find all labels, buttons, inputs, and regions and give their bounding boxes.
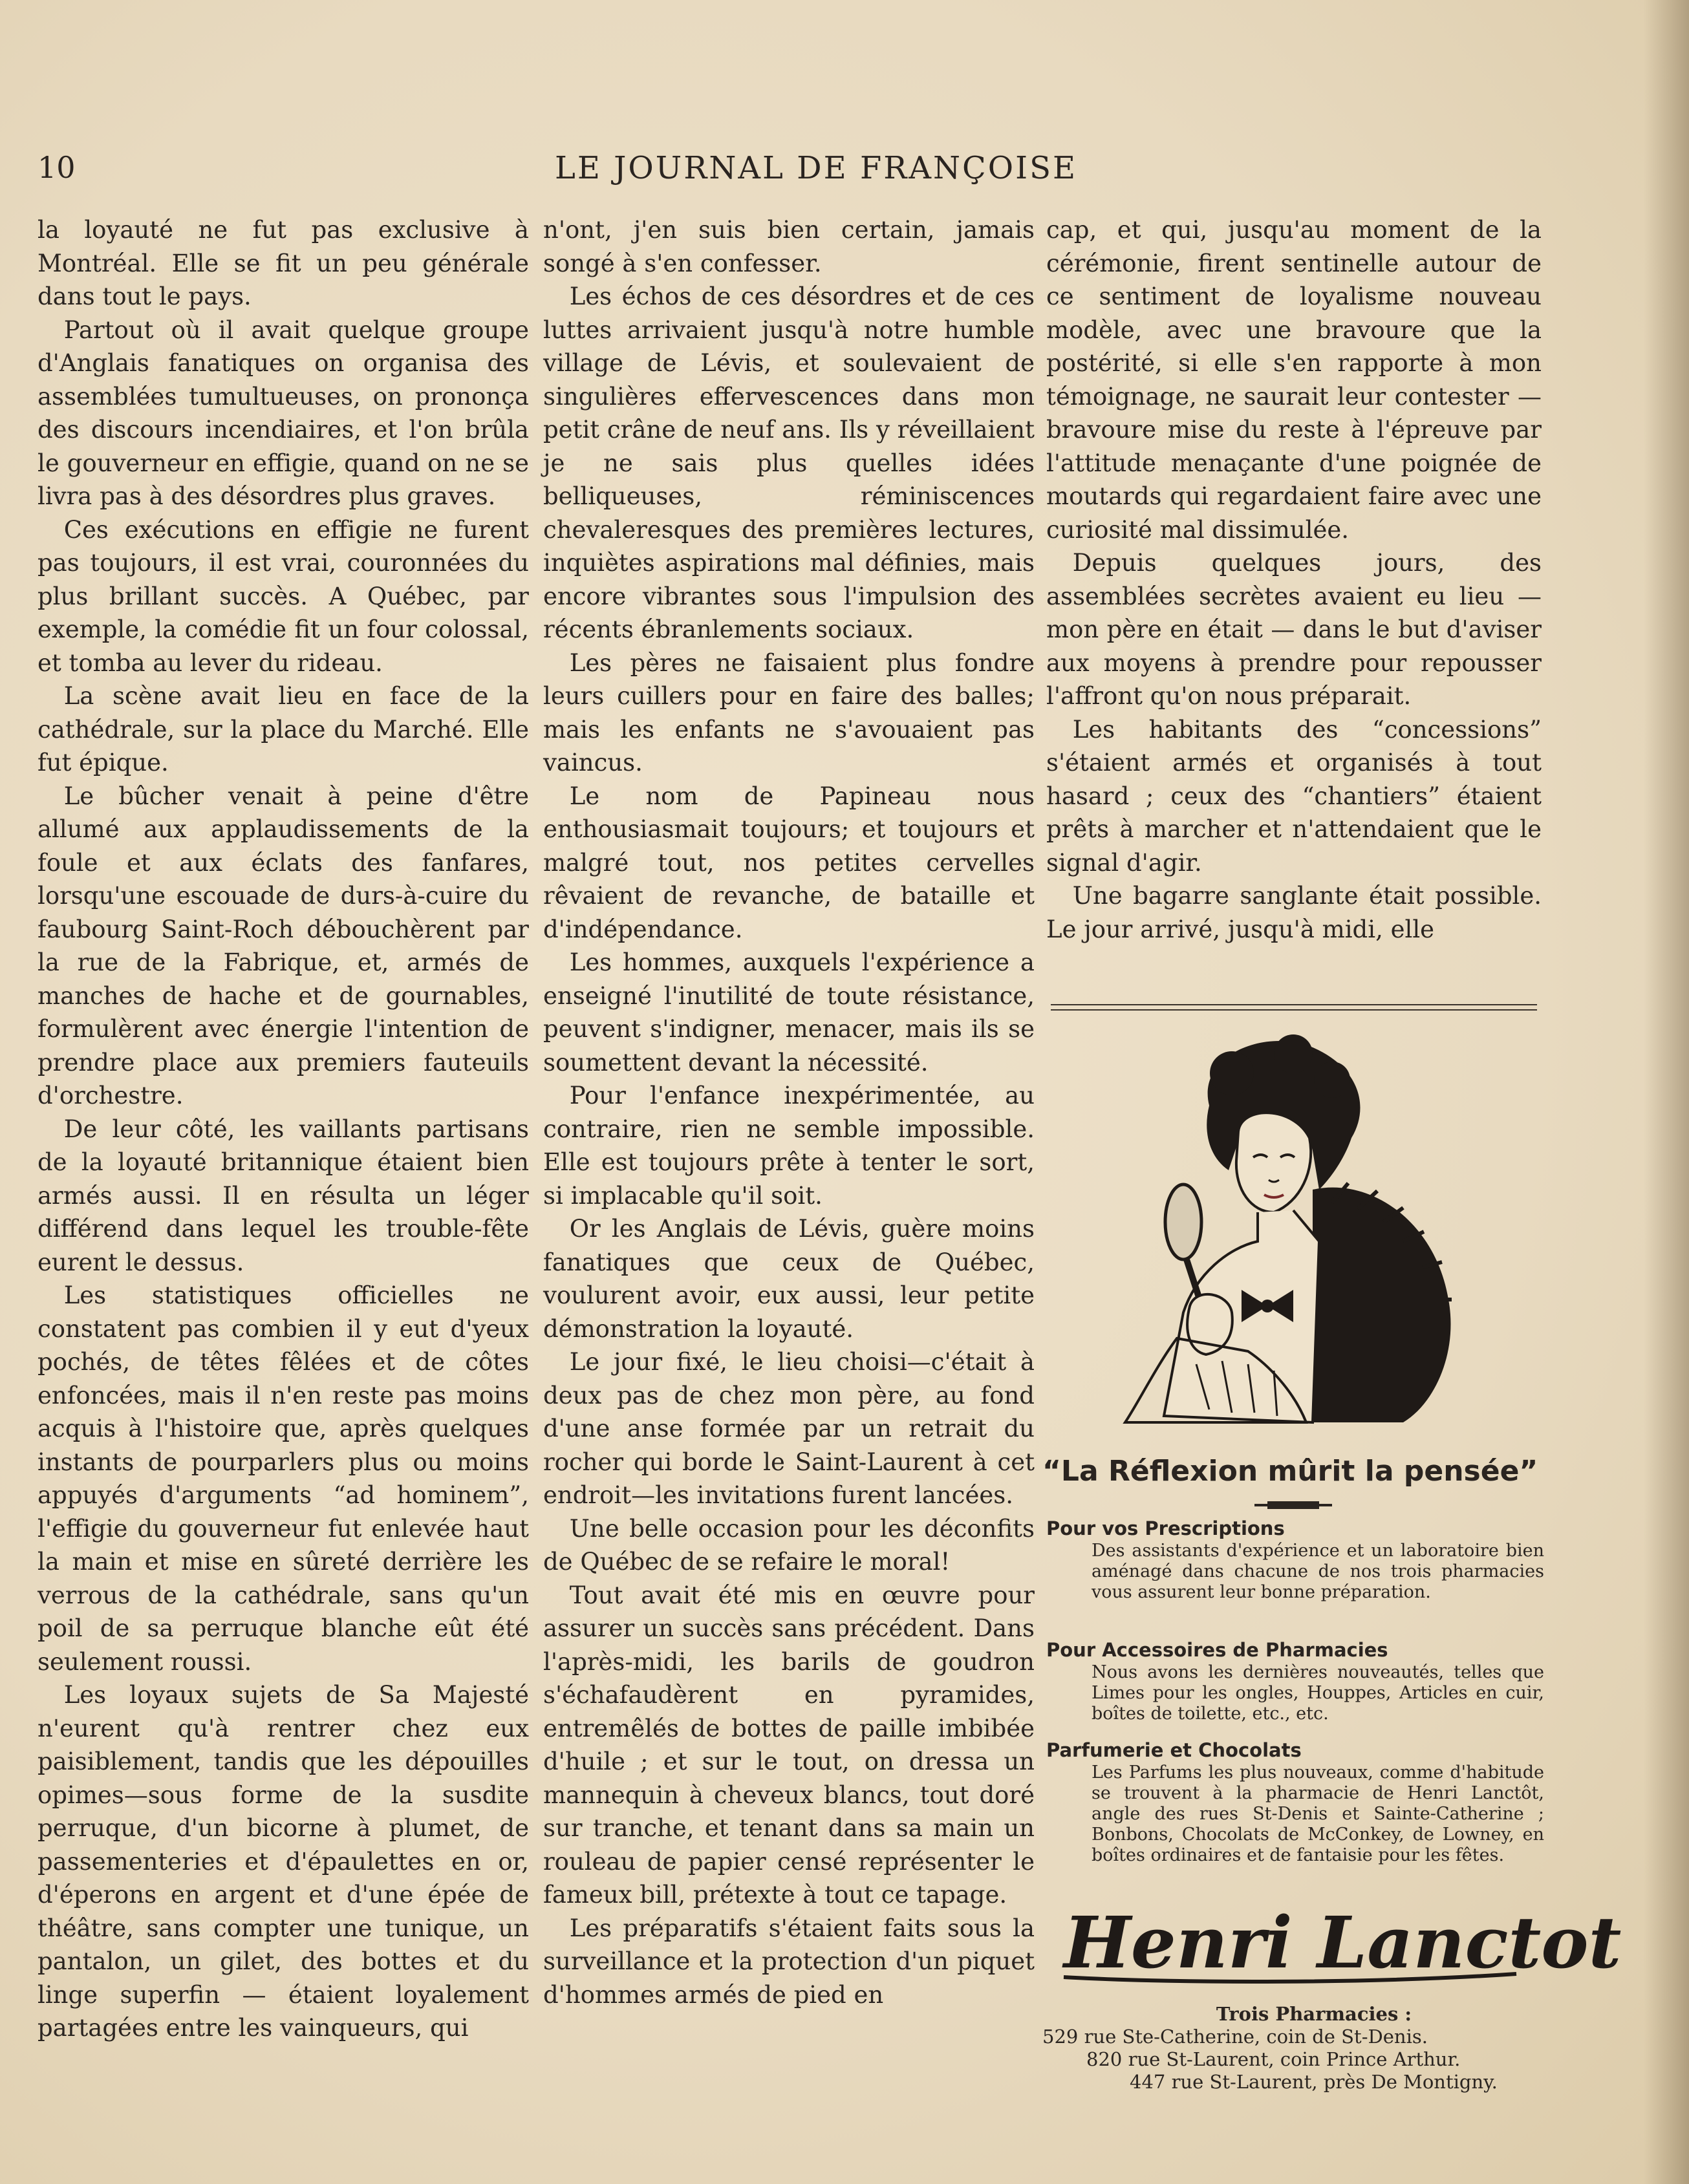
paragraph: Le bûcher venait à peine d'être allumé aux applaudissements de la foule et aux éclats des fanfares, lorsqu'une escouade de durs-à-cuire du faubourg Saint-Roch débouchèrent par la rue de la Fabrique, et, armés de manches de hache et de gournables, formulèrent avec énergie l'intention de prendre place aux premiers fauteuils d'orchestre.	[38, 782, 529, 1109]
paragraph: La scène avait lieu en face de la cathédrale, sur la place du Marché. Elle fut épique.	[38, 682, 529, 776]
paragraph: Une bagarre sanglante était possible. Le jour arrivé, jusqu'à midi, elle	[1046, 882, 1542, 943]
text-column-1	[38, 213, 529, 2045]
ad-section-prescriptions	[1046, 1516, 1544, 1603]
ad-section-perfumes	[1046, 1738, 1544, 1866]
page-header	[38, 150, 1538, 189]
pharmacy-addresses	[1042, 2003, 1547, 2093]
paragraph: Or les Anglais de Lévis, guère moins fanatiques que ceux de Québec, voulurent avoir, eux aussi, leur petite démonstration la loyauté.	[543, 1215, 1035, 1343]
paragraph: n'ont, j'en suis bien certain, jamais songé à s'en confesser.	[543, 216, 1035, 277]
paragraph: Tout avait été mis en œuvre pour assurer un succès sans précédent. Dans l'après-midi, les barils de goudron s'échafaudèrent en pyramides, entremêlés de bottes de paille imbibée d'huile ; et sur le tout, on dressa un mannequin à cheveux blancs, tout doré sur tranche, et tenant dans sa main un rouleau de papier censé représenter le fameux bill, prétexte à tout ce tapage.	[543, 1581, 1035, 1909]
paragraph: Partout où il avait quelque groupe d'Anglais fanatiques on organisa des assemblées tumultueuses, on prononça des discours incendiaires, et l'on brûla le gouverneur en effigie, quand on ne se livra pas à des désordres plus graves.	[38, 316, 529, 510]
address-line: 529 rue Ste-Catherine, coin de St-Denis.	[1042, 2026, 1428, 2048]
running-title: LE JOURNAL DE FRANÇOISE	[555, 150, 1078, 186]
paragraph: la loyauté ne fut pas exclusive à Montréal. Elle se fit un peu générale dans tout le pays.	[38, 216, 529, 310]
paragraph: Les pères ne faisaient plus fondre leurs cuillers pour en faire des balles; mais les enfants ne s'avouaient pas vaincus.	[543, 648, 1035, 776]
address-line: 820 rue St-Laurent, coin Prince Arthur.	[1086, 2048, 1461, 2070]
paragraph: Depuis quelques jours, des assemblées secrètes avaient eu lieu — mon père en était — dans le but d'aviser aux moyens à prendre pour repousser l'affront qu'on nous préparait.	[1046, 549, 1542, 710]
woman-portrait-illustration	[1099, 1028, 1487, 1429]
signature-text: Henri Lanctot	[1064, 1901, 1622, 1984]
address-line: 447 rue St-Laurent, près De Montigny.	[1130, 2071, 1498, 2093]
ad-section-title: Parfumerie et Chocolats	[1046, 1739, 1302, 1761]
page-edge-shadow	[1644, 0, 1689, 2184]
text-column-3	[1046, 213, 1542, 946]
henri-lanctot-signature	[1051, 1900, 1622, 1990]
paragraph: Les habitants des “concessions” s'étaient armés et organisés à tout hasard ; ceux des “chantiers” étaient prêts à marcher et n'attendaient que le signal d'agir.	[1046, 715, 1542, 877]
ad-section-title: Pour vos Prescriptions	[1046, 1517, 1285, 1539]
ad-section-accessories	[1046, 1638, 1544, 1724]
pharmacies-title: Trois Pharmacies :	[1216, 2003, 1412, 2025]
paragraph: Ces exécutions en effigie ne furent pas toujours, il est vrai, couronnées du plus brillant succès. A Québec, par exemple, la comédie fit un four colossal, et tomba au lever du rideau.	[38, 515, 529, 677]
paragraph: Les préparatifs s'étaient faits sous la surveillance et la protection d'un piquet d'hommes armés de pied en	[543, 1914, 1035, 2009]
paragraph: Les hommes, auxquels l'expérience a enseigné l'inutilité de toute résistance, peuvent s'indigner, menacer, mais ils se soumettent devant la nécessité.	[543, 948, 1035, 1076]
paragraph: Le nom de Papineau nous enthousiasmait toujours; et toujours et malgré tout, nos petites cervelles rêvaient de revanche, de bataille et d'indépendance.	[543, 782, 1035, 943]
text-column-2	[543, 213, 1035, 2011]
advertisement-divider	[1051, 1004, 1537, 1011]
paragraph: Les échos de ces désordres et de ces luttes arrivaient jusqu'à notre humble village de Lévis, et soulevaient de singulières effervescences dans mon petit crâne de neuf ans. Ils y réveillaient je ne sais plus quelles idées belliqueuses, réminiscences chevaleresques des premières lectures, inquiètes aspirations mal définies, mais encore vibrantes sous l'impulsion des récents ébranlements sociaux.	[543, 283, 1035, 643]
paragraph: De leur côté, les vaillants partisans de la loyauté britannique étaient bien armés aussi. Il en résulta un léger différend dans lequel les trouble-fête eurent le dessus.	[38, 1115, 529, 1276]
paragraph: Les loyaux sujets de Sa Majesté n'eurent qu'à rentrer chez eux paisiblement, tandis que les dépouilles opimes—sous forme de la susdite perruque, d'un bicorne à plumet, de passementeries et d'épaulettes en or, d'éperons en argent et d'une épée de théâtre, sans compter une tunique, un pantalon, un gilet, des bottes et du linge superfin — étaient loyalement partagées entre les vainqueurs, qui	[38, 1681, 529, 2042]
ad-section-body: Nous avons les dernières nouveautés, telles que Limes pour les ongles, Houppes, Articles en cuir, boîtes de toilette, etc., etc.	[1092, 1662, 1544, 1724]
paragraph: Pour l'enfance inexpérimentée, au contraire, rien ne semble impossible. Elle est toujours prête à tenter le sort, si implacable qu'il soit.	[543, 1082, 1035, 1210]
advertisement-headline: “La Réflexion mûrit la pensée”	[1042, 1455, 1538, 1488]
paragraph: Les statistiques officielles ne constatent pas combien il y eut d'yeux pochés, de têtes fêlées et de côtes enfoncées, mais il n'en reste pas moins acquis à l'histoire que, après quelques instants de pourparlers plus ou moins appuyés d'arguments “ad hominem”, l'effigie du gouverneur fut enlevée haut la main et mise en sûreté derrière les verrous de la cathédrale, sans qu'un poil de sa perruque blanche eût été seulement roussi.	[38, 1281, 529, 1676]
paragraph: Une belle occasion pour les déconfits de Québec de se refaire le moral!	[543, 1514, 1035, 1576]
ornament-icon	[1254, 1501, 1332, 1509]
paragraph: Le jour fixé, le lieu choisi—c'était à deux pas de chez mon père, au fond d'une anse formée par un retrait du rocher qui borde le Saint-Laurent à cet endroit—les invitations furent lancées.	[543, 1348, 1035, 1509]
page-number: 10	[38, 150, 76, 185]
ad-section-title: Pour Accessoires de Pharmacies	[1046, 1639, 1388, 1661]
paragraph: cap, et qui, jusqu'au moment de la cérémonie, firent sentinelle autour de ce sentiment de loyalisme nouveau modèle, avec une bravoure que la postérité, si elle s'en rapporte à mon témoignage, ne saurait leur contester —bravoure mise du reste à l'épreuve par l'attitude menaçante d'une poignée de moutards qui regardaient faire avec une curiosité mal dissimulée.	[1046, 216, 1542, 544]
ad-section-body: Les Parfums les plus nouveaux, comme d'habitude se trouvent à la pharmacie de Henri Lanctôt, angle des rues St-Denis et Sainte-Catherine ; Bonbons, Chocolats de McConkey, de Lowney, en boîtes ordinaires et de fantaisie pour les fêtes.	[1092, 1762, 1544, 1865]
ad-section-body: Des assistants d'expérience et un laboratoire bien aménagé dans chacune de nos trois pharmacies vous assurent leur bonne préparation.	[1092, 1541, 1544, 1602]
